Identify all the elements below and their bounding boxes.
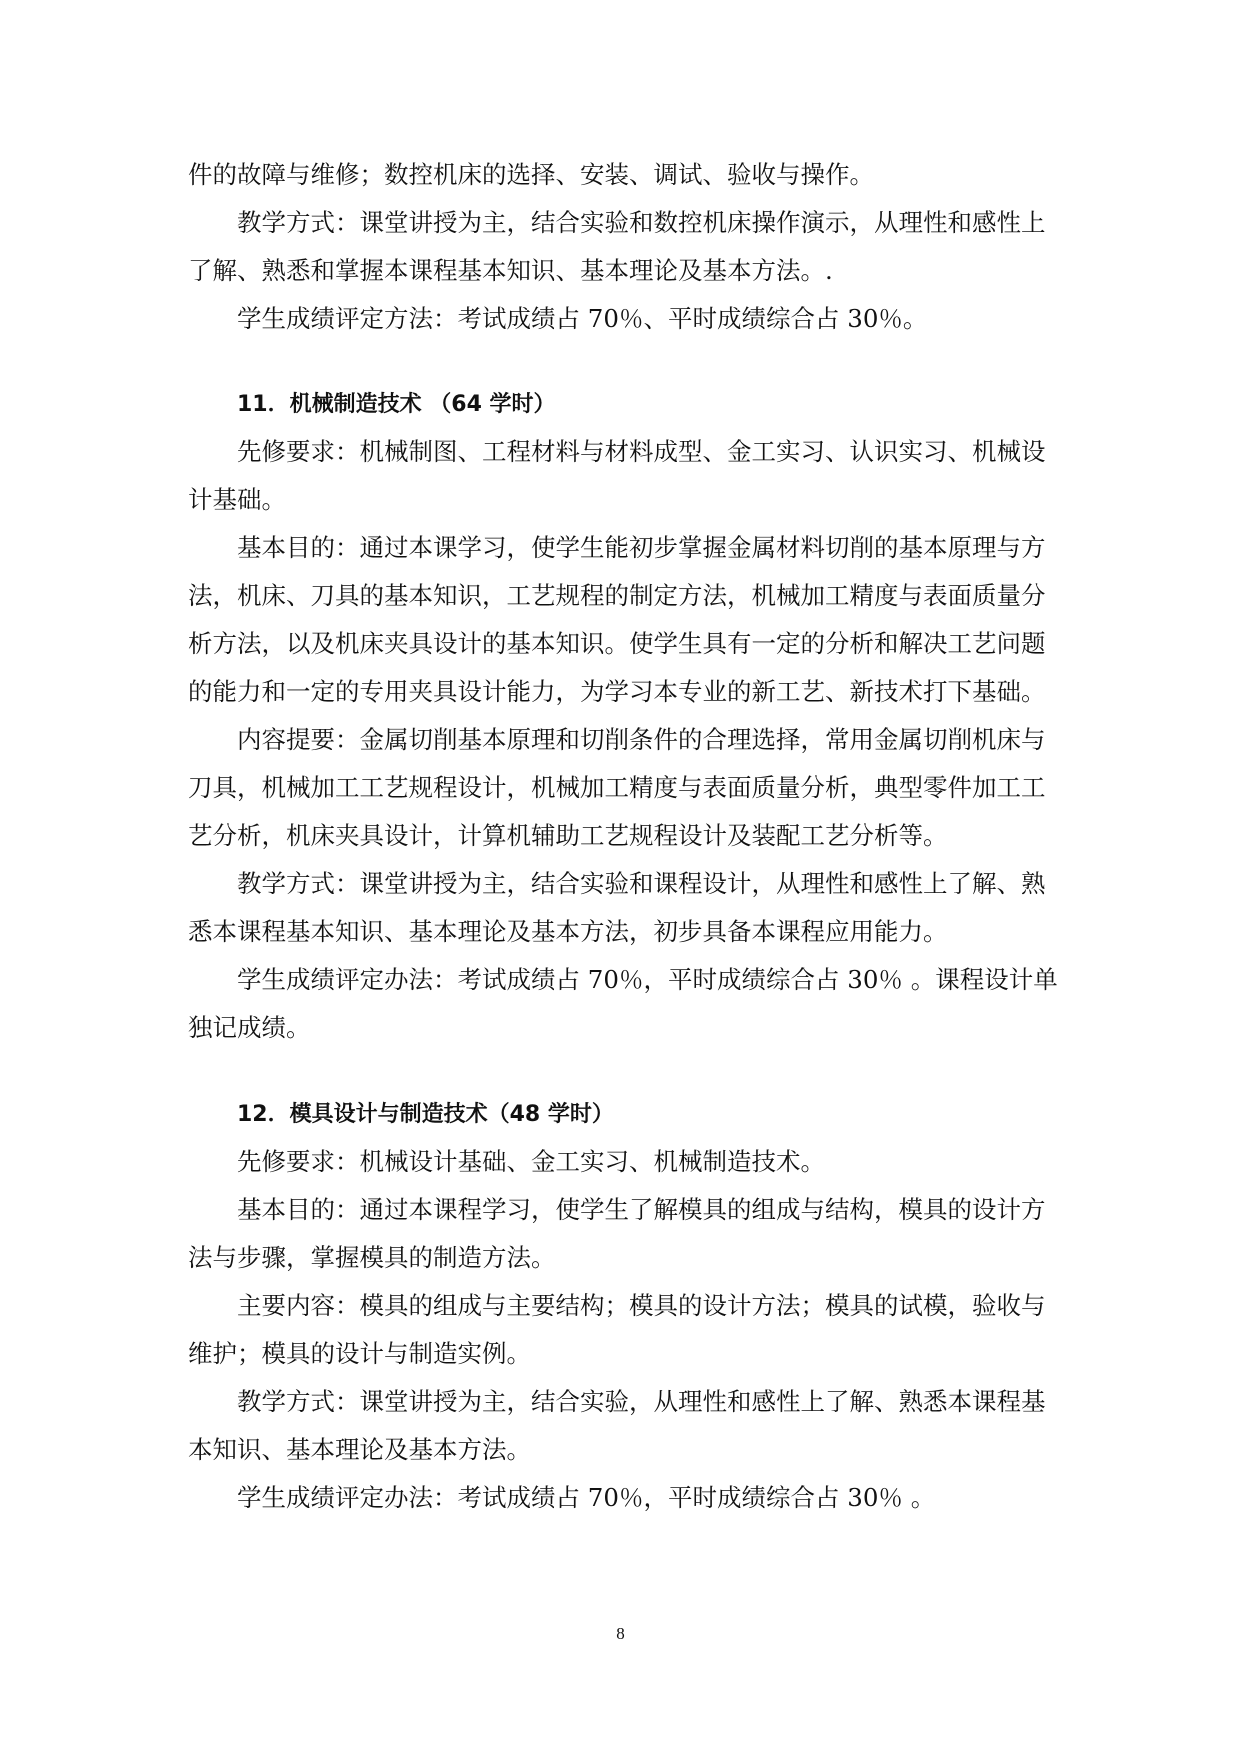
page-number: 8 bbox=[616, 1624, 625, 1643]
goal-line: 的能力和一定的专用夹具设计能力，为学习本专业的新工艺、新技术打下基础。 bbox=[188, 677, 1046, 706]
goal-line: 析方法，以及机床夹具设计的基本知识。使学生具有一定的分析和解决工艺问题 bbox=[188, 629, 1046, 658]
goal-line: 法与步骤，掌握模具的制造方法。 bbox=[188, 1243, 556, 1272]
content-line: 内容提要：金属切削基本原理和切削条件的合理选择，常用金属切削机床与 bbox=[237, 725, 1046, 754]
content-line: 维护；模具的设计与制造实例。 bbox=[188, 1339, 531, 1368]
goal-line: 基本目的：通过本课学习，使学生能初步掌握金属材料切削的基本原理与方 bbox=[237, 533, 1046, 562]
goal-line: 法，机床、刀具的基本知识，工艺规程的制定方法，机械加工精度与表面质量分 bbox=[188, 581, 1046, 610]
teaching-method-line: 悉本课程基本知识、基本理论及基本方法，初步具备本课程应用能力。 bbox=[188, 917, 948, 946]
grading-line: 学生成绩评定方法：考试成绩占 70％、平时成绩综合占 30％。 bbox=[237, 304, 928, 333]
course-11-heading: 11．机械制造技术 （64 学时） bbox=[237, 392, 556, 417]
body-line: 件的故障与维修；数控机床的选择、安装、调试、验收与操作。 bbox=[188, 160, 874, 189]
goal-line: 基本目的：通过本课程学习，使学生了解模具的组成与结构，模具的设计方 bbox=[237, 1195, 1046, 1224]
content-line: 艺分析，机床夹具设计，计算机辅助工艺规程设计及装配工艺分析等。 bbox=[188, 821, 948, 850]
content-line: 刀具，机械加工工艺规程设计，机械加工精度与表面质量分析，典型零件加工工 bbox=[188, 773, 1046, 802]
teaching-method-line: 本知识、基本理论及基本方法。 bbox=[188, 1435, 531, 1464]
prerequisite-line: 先修要求：机械设计基础、金工实习、机械制造技术。 bbox=[237, 1147, 825, 1176]
prerequisite-line: 先修要求：机械制图、工程材料与材料成型、金工实习、认识实习、机械设 bbox=[237, 437, 1046, 466]
grading-line: 学生成绩评定办法：考试成绩占 70％，平时成绩综合占 30％ 。 bbox=[237, 1483, 936, 1512]
course-12-heading: 12．模具设计与制造技术（48 学时） bbox=[237, 1102, 614, 1127]
teaching-method-line: 了解、熟悉和掌握本课程基本知识、基本理论及基本方法。. bbox=[188, 256, 833, 285]
grading-line: 学生成绩评定办法：考试成绩占 70％，平时成绩综合占 30％ 。课程设计单 bbox=[237, 965, 1058, 994]
content-line: 主要内容：模具的组成与主要结构；模具的设计方法；模具的试模，验收与 bbox=[237, 1291, 1046, 1320]
grading-line: 独记成绩。 bbox=[188, 1013, 311, 1042]
teaching-method-line: 教学方式：课堂讲授为主，结合实验和课程设计，从理性和感性上了解、熟 bbox=[237, 869, 1046, 898]
teaching-method-line: 教学方式：课堂讲授为主，结合实验，从理性和感性上了解、熟悉本课程基 bbox=[237, 1387, 1046, 1416]
teaching-method-line: 教学方式：课堂讲授为主，结合实验和数控机床操作演示，从理性和感性上 bbox=[237, 208, 1046, 237]
prerequisite-line: 计基础。 bbox=[188, 485, 286, 514]
